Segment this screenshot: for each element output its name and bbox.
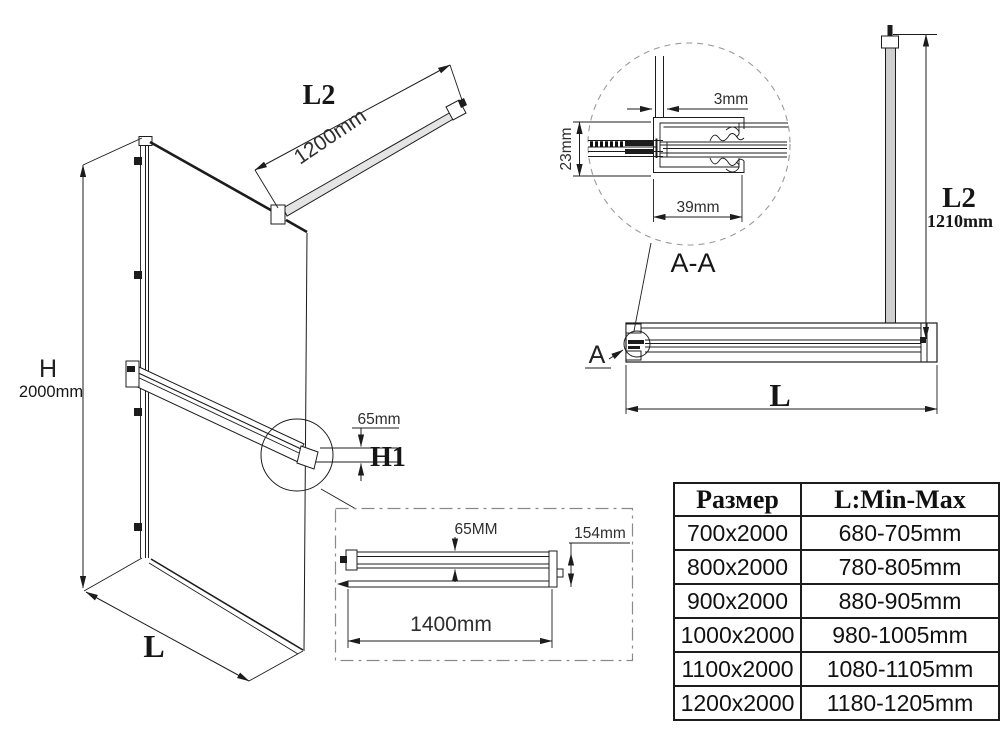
- towel-bar-wall-cap: [126, 361, 139, 387]
- table-row: [674, 516, 999, 550]
- table-row: [674, 652, 999, 686]
- table-row: [674, 584, 999, 618]
- gap-3mm-value: 3mm: [713, 91, 749, 108]
- size-cell: 1200x2000: [674, 686, 801, 720]
- support-rod: [882, 25, 899, 347]
- detail-box: [336, 509, 633, 661]
- side-view: [585, 25, 993, 414]
- iso-view: [19, 65, 467, 681]
- size-cell: 900x2000: [674, 584, 801, 618]
- gap-3mm-dimension: [627, 91, 748, 109]
- depth-39mm-value: 39mm: [676, 199, 720, 216]
- range-cell: 880-905mm: [801, 584, 999, 618]
- range-cell: 980-1005mm: [801, 618, 999, 652]
- detail-65mm-value: 65MM: [454, 521, 498, 538]
- table-row: [674, 550, 999, 584]
- wall-clip: [134, 157, 142, 165]
- size-cell: 800x2000: [674, 550, 801, 584]
- rod-ceiling-bracket: [882, 36, 899, 48]
- table-row: [674, 686, 999, 720]
- height-23mm-value: 23mm: [558, 127, 575, 171]
- size-table: [673, 482, 1000, 721]
- detail-154mm-value: 154mm: [574, 525, 626, 542]
- size-cell: 700x2000: [674, 516, 801, 550]
- range-cell: 680-705mm: [801, 516, 999, 550]
- depth-39mm-dimension: [654, 175, 743, 222]
- detail-leader: [321, 489, 356, 509]
- section-detail: [558, 43, 790, 331]
- l2-side-value: 1210mm: [927, 211, 993, 231]
- detail-bar: [337, 550, 563, 588]
- cut-label-a: [585, 341, 623, 369]
- h-label: H: [38, 355, 58, 383]
- range-cell: 1080-1105mm: [801, 652, 999, 686]
- wall-clip: [134, 523, 142, 531]
- l2-iso-label: L2: [302, 80, 336, 111]
- l-dimension-iso: [86, 592, 303, 681]
- glass-section: [588, 139, 663, 159]
- towel-bar-end-cap: [297, 446, 318, 469]
- l2-side-dimension: [893, 35, 993, 340]
- section-leader: [634, 243, 651, 331]
- l-iso-label: L: [143, 628, 165, 664]
- l2-iso-value: 1200mm: [289, 104, 371, 170]
- wall-channel-section: [654, 56, 789, 173]
- detail-1400mm-dimension: [348, 589, 552, 648]
- size-cell: 1100x2000: [674, 652, 801, 686]
- range-cell: 780-805mm: [801, 550, 999, 584]
- h-dimension: [19, 138, 142, 591]
- wall-clip: [134, 408, 142, 416]
- size-table-header-row: [674, 483, 999, 516]
- h1-dimension: [261, 411, 406, 509]
- l2-dimension: [255, 65, 464, 208]
- a-label: A: [588, 341, 606, 369]
- h-value: 2000mm: [18, 383, 84, 401]
- section-title: A-A: [670, 248, 716, 278]
- wall-clip: [134, 271, 142, 279]
- size-cell: 1000x2000: [674, 618, 801, 652]
- h1-label: H1: [370, 442, 406, 473]
- detail-1400mm-value: 1400mm: [410, 613, 492, 636]
- size-column-header: Размер: [674, 483, 801, 516]
- l-side-dimension: [626, 365, 937, 414]
- range-cell: 1180-1205mm: [801, 686, 999, 720]
- towel-bar: [126, 361, 318, 469]
- panel-top-view: [624, 323, 937, 362]
- table-row: [674, 618, 999, 652]
- range-column-header: L:Min-Max: [801, 483, 999, 516]
- h1-value: 65mm: [357, 411, 401, 428]
- l2-side-label: L2: [942, 182, 976, 214]
- wall-profile: [134, 137, 152, 559]
- l-side-label: L: [769, 377, 791, 413]
- detail-154mm-dimension: [569, 525, 630, 587]
